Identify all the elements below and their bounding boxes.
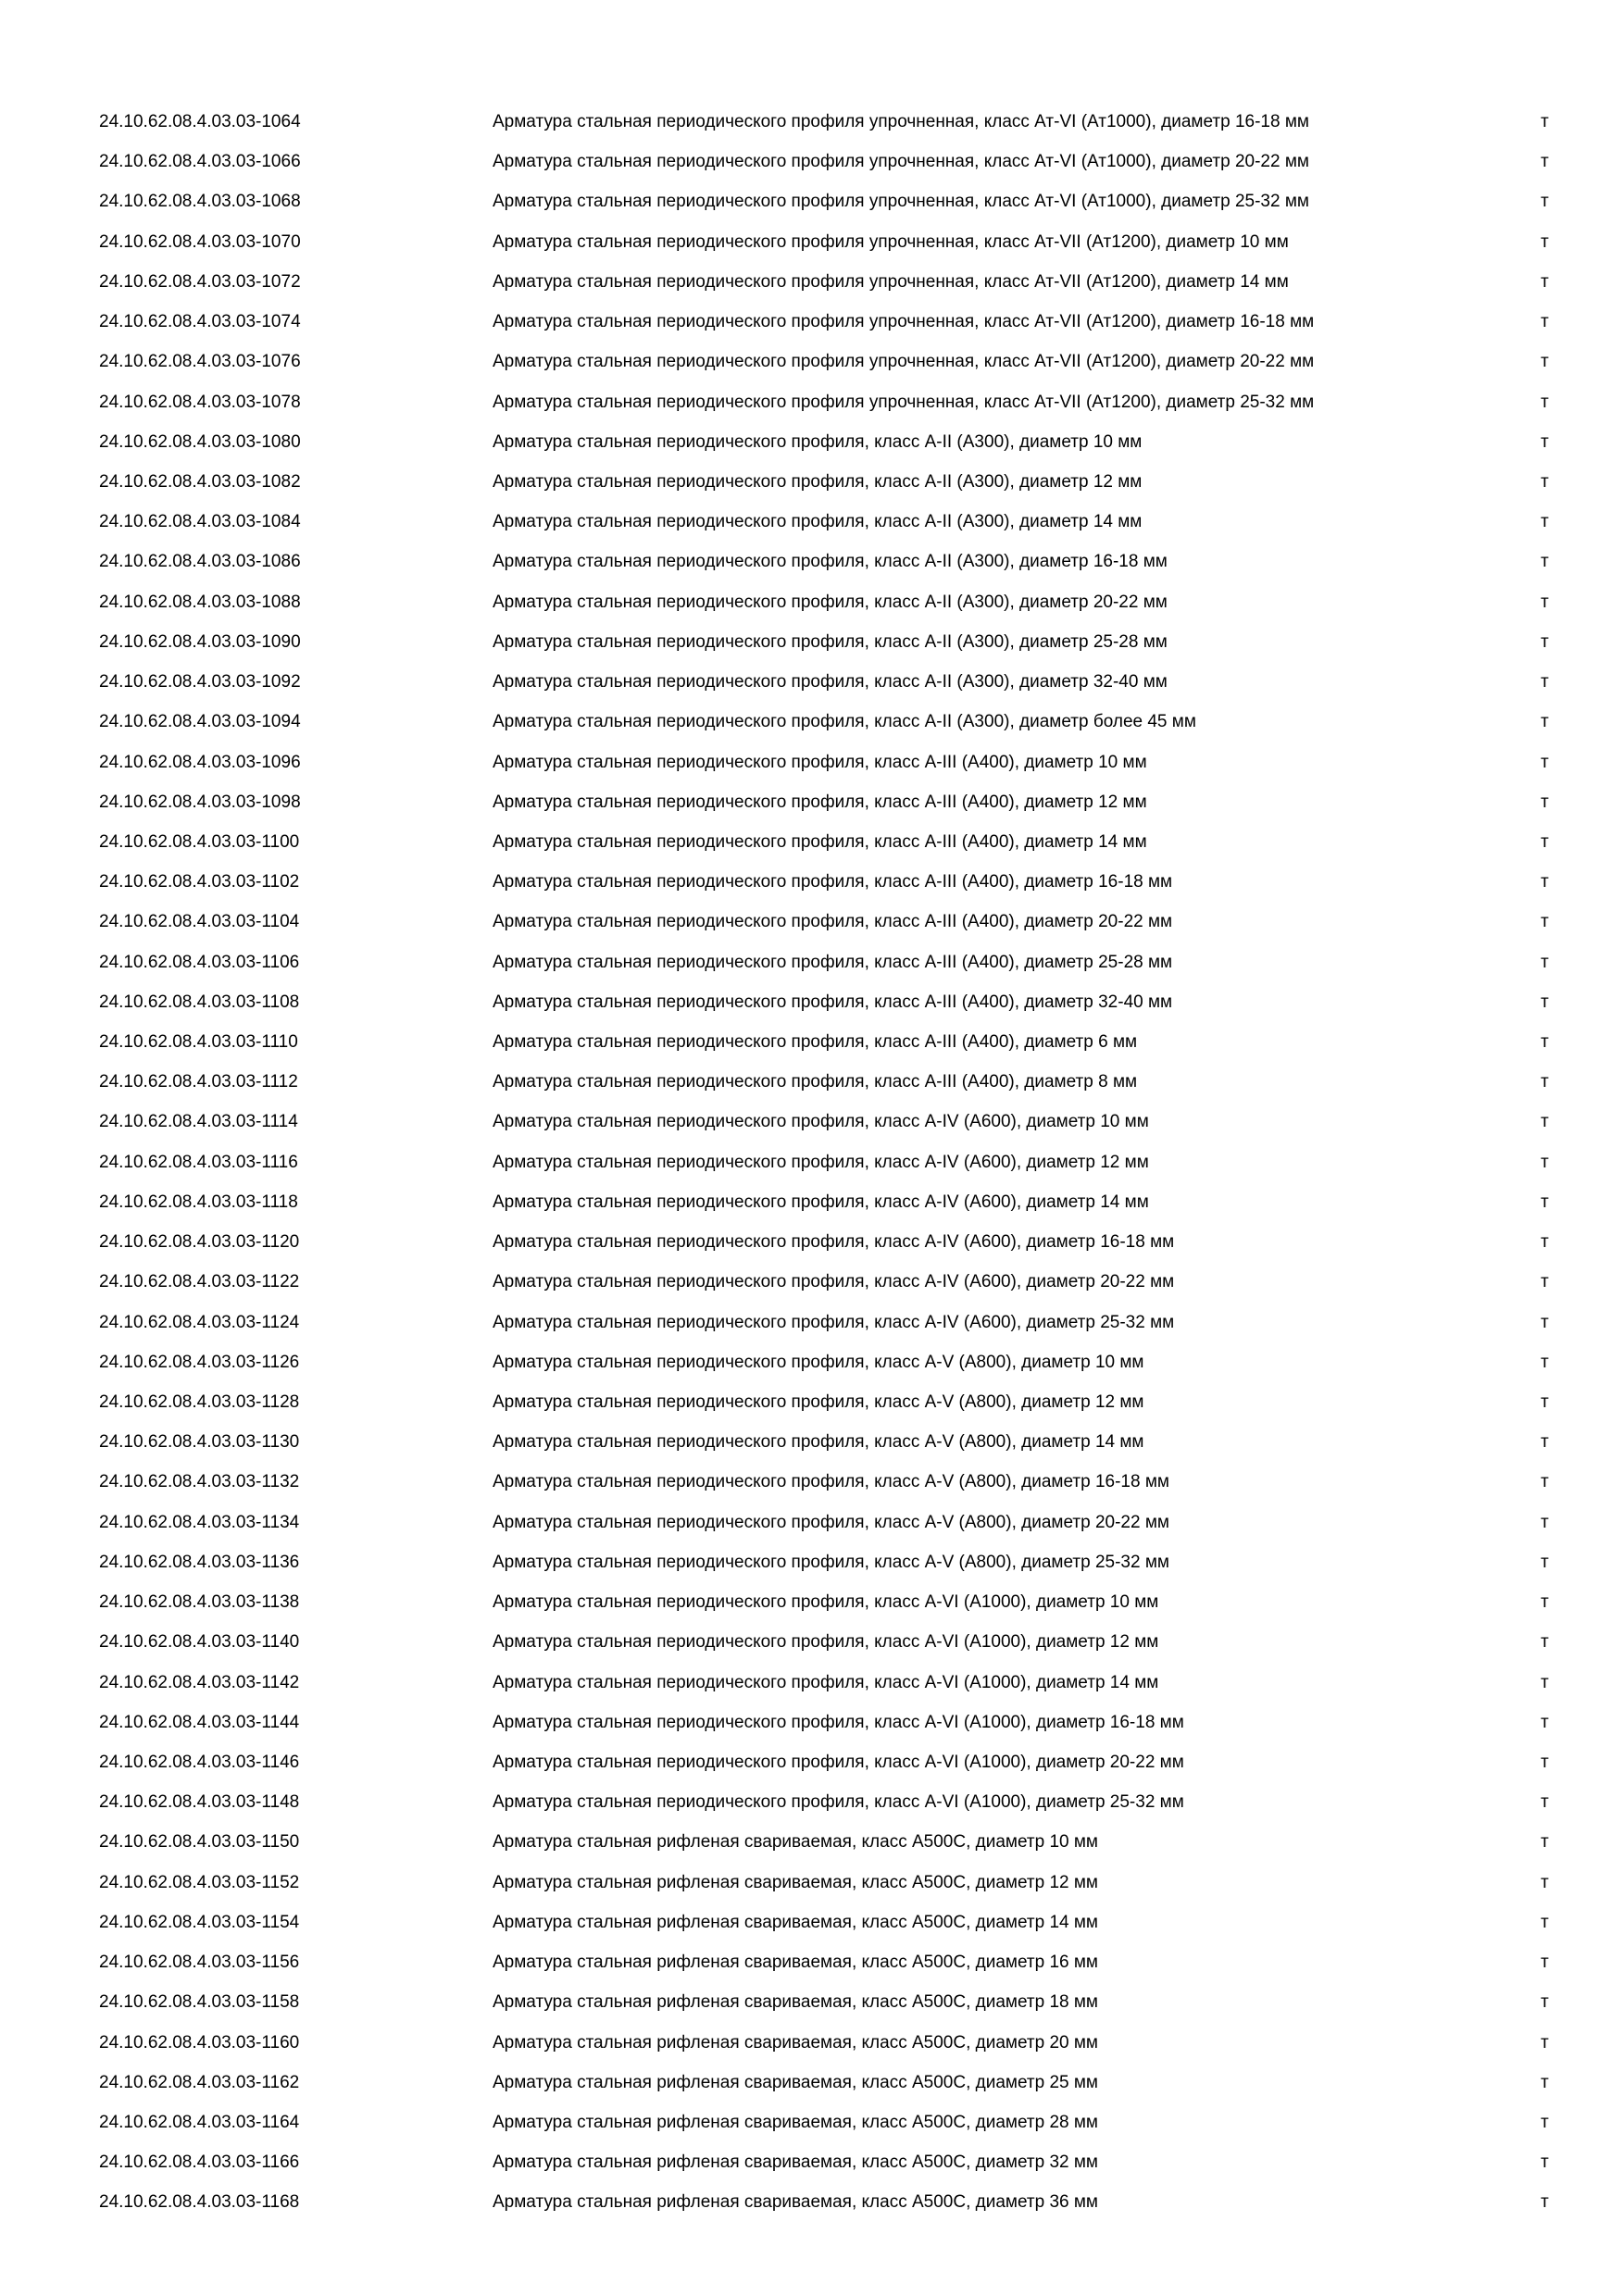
- resource-name: Арматура стальная периодического профиля, класс А-VI (А1000), диаметр 10 мм: [493, 1592, 1159, 1613]
- resource-code: 24.10.62.08.4.03.03-1110: [99, 1032, 298, 1053]
- resource-name: Арматура стальная периодического профиля, класс А-IV (А600), диаметр 12 мм: [493, 1152, 1149, 1172]
- resource-code: 24.10.62.08.4.03.03-1076: [99, 352, 301, 372]
- resource-code: 24.10.62.08.4.03.03-1156: [99, 1953, 300, 1973]
- unit-of-measure: т: [1541, 1872, 1549, 1892]
- table-row: [0, 502, 1624, 542]
- resource-name: Арматура стальная периодического профиля, класс А-V (А800), диаметр 20-22 мм: [493, 1512, 1169, 1532]
- table-row: [0, 1703, 1624, 1742]
- unit-of-measure: т: [1541, 1552, 1549, 1572]
- resource-code: 24.10.62.08.4.03.03-1130: [99, 1432, 300, 1453]
- resource-name: Арматура стальная периодического профиля, класс А-II (А300), диаметр 12 мм: [493, 471, 1143, 492]
- table-row: [0, 1822, 1624, 1862]
- unit-of-measure: т: [1541, 1232, 1549, 1253]
- resource-code: 24.10.62.08.4.03.03-1138: [99, 1592, 300, 1613]
- resource-code: 24.10.62.08.4.03.03-1132: [99, 1472, 300, 1492]
- table-row: [0, 1462, 1624, 1502]
- unit-of-measure: т: [1541, 1792, 1549, 1813]
- table-row: [0, 1782, 1624, 1822]
- resource-name: Арматура стальная периодического профиля, класс А-III (А400), диаметр 10 мм: [493, 752, 1147, 772]
- resource-name: Арматура стальная периодического профиля, класс А-IV (А600), диаметр 25-32 мм: [493, 1312, 1175, 1332]
- resource-code: 24.10.62.08.4.03.03-1080: [99, 431, 301, 452]
- resource-code: 24.10.62.08.4.03.03-1094: [99, 712, 301, 732]
- unit-of-measure: т: [1541, 112, 1549, 131]
- resource-name: Арматура стальная рифленая свариваемая, класс А500С, диаметр 20 мм: [493, 2032, 1098, 2053]
- unit-of-measure: т: [1541, 1072, 1549, 1092]
- resource-name: Арматура стальная периодического профиля упрочненная, класс Ат-VII (Ат1200), диаметр 20-22 мм: [493, 352, 1315, 372]
- table-row: [0, 1982, 1624, 2022]
- unit-of-measure: т: [1541, 872, 1549, 892]
- unit-of-measure: т: [1541, 752, 1549, 772]
- resource-code: 24.10.62.08.4.03.03-1090: [99, 631, 301, 652]
- resource-name: Арматура стальная периодического профиля, класс А-III (А400), диаметр 25-28 мм: [493, 952, 1173, 972]
- table-row: [0, 2182, 1624, 2222]
- resource-code: 24.10.62.08.4.03.03-1102: [99, 872, 300, 892]
- unit-of-measure: т: [1541, 712, 1549, 732]
- unit-of-measure: т: [1541, 552, 1549, 572]
- resource-name: Арматура стальная периодического профиля, класс А-III (А400), диаметр 32-40 мм: [493, 992, 1173, 1012]
- table-row: [0, 942, 1624, 982]
- resource-code: 24.10.62.08.4.03.03-1098: [99, 792, 301, 812]
- unit-of-measure: т: [1541, 1312, 1549, 1332]
- unit-of-measure: т: [1541, 1632, 1549, 1653]
- resource-name: Арматура стальная периодического профиля, класс А-VI (А1000), диаметр 12 мм: [493, 1632, 1159, 1653]
- table-row: [0, 1142, 1624, 1182]
- table-row: [0, 181, 1624, 221]
- unit-of-measure: т: [1541, 1472, 1549, 1492]
- resource-code: 24.10.62.08.4.03.03-1142: [99, 1672, 300, 1692]
- resource-code: 24.10.62.08.4.03.03-1166: [99, 2152, 300, 2173]
- resource-code: 24.10.62.08.4.03.03-1160: [99, 2032, 300, 2053]
- unit-of-measure: т: [1541, 1152, 1549, 1172]
- table-row: [0, 902, 1624, 942]
- table-row: [0, 622, 1624, 662]
- resource-name: Арматура стальная периодического профиля, класс А-III (А400), диаметр 20-22 мм: [493, 912, 1173, 932]
- table-row: [0, 1382, 1624, 1422]
- resource-name: Арматура стальная рифленая свариваемая, класс А500С, диаметр 18 мм: [493, 1992, 1098, 2013]
- unit-of-measure: т: [1541, 672, 1549, 693]
- table-row: [0, 1102, 1624, 1142]
- resource-name: Арматура стальная периодического профиля упрочненная, класс Ат-VII (Ат1200), диаметр 14 мм: [493, 271, 1289, 292]
- resource-code: 24.10.62.08.4.03.03-1084: [99, 512, 301, 532]
- table-row: [0, 1903, 1624, 1942]
- resource-name: Арматура стальная периодического профиля, класс А-VI (А1000), диаметр 14 мм: [493, 1672, 1159, 1692]
- resource-code: 24.10.62.08.4.03.03-1118: [99, 1192, 298, 1212]
- resource-name: Арматура стальная периодического профиля, класс А-II (А300), диаметр 10 мм: [493, 431, 1143, 452]
- resource-code: 24.10.62.08.4.03.03-1108: [99, 992, 300, 1012]
- resource-code: 24.10.62.08.4.03.03-1092: [99, 672, 301, 693]
- resource-name: Арматура стальная периодического профиля, класс А-IV (А600), диаметр 16-18 мм: [493, 1232, 1175, 1253]
- resource-name: Арматура стальная периодического профиля упрочненная, класс Ат-VI (Ат1000), диаметр 20-22 мм: [493, 152, 1309, 172]
- table-row: [0, 782, 1624, 822]
- unit-of-measure: т: [1541, 1712, 1549, 1732]
- unit-of-measure: т: [1541, 792, 1549, 812]
- resource-name: Арматура стальная периодического профиля, класс А-V (А800), диаметр 16-18 мм: [493, 1472, 1169, 1492]
- table-row: [0, 1582, 1624, 1622]
- resource-name: Арматура стальная периодического профиля упрочненная, класс Ат-VI (Ат1000), диаметр 16-18 мм: [493, 112, 1309, 131]
- resource-code: 24.10.62.08.4.03.03-1152: [99, 1872, 300, 1892]
- resource-name: Арматура стальная периодического профиля, класс А-III (А400), диаметр 8 мм: [493, 1072, 1138, 1092]
- resource-name: Арматура стальная периодического профиля упрочненная, класс Ат-VII (Ат1200), диаметр 10 мм: [493, 231, 1289, 252]
- unit-of-measure: т: [1541, 1032, 1549, 1053]
- table-row: [0, 2142, 1624, 2182]
- unit-of-measure: т: [1541, 2192, 1549, 2213]
- unit-of-measure: т: [1541, 392, 1549, 412]
- unit-of-measure: т: [1541, 1512, 1549, 1532]
- resource-code: 24.10.62.08.4.03.03-1120: [99, 1232, 300, 1253]
- table-row: [0, 222, 1624, 262]
- unit-of-measure: т: [1541, 1752, 1549, 1772]
- resource-code: 24.10.62.08.4.03.03-1112: [99, 1072, 298, 1092]
- resource-name: Арматура стальная периодического профиля упрочненная, класс Ат-VII (Ат1200), диаметр 16-18 мм: [493, 312, 1315, 332]
- resource-name: Арматура стальная периодического профиля, класс А-II (А300), диаметр более 45 мм: [493, 712, 1196, 732]
- resource-code: 24.10.62.08.4.03.03-1100: [99, 831, 300, 852]
- unit-of-measure: т: [1541, 1592, 1549, 1613]
- resource-name: Арматура стальная периодического профиля, класс А-V (А800), диаметр 12 мм: [493, 1392, 1144, 1412]
- resource-code: 24.10.62.08.4.03.03-1082: [99, 471, 301, 492]
- resource-name: Арматура стальная рифленая свариваемая, класс А500С, диаметр 25 мм: [493, 2072, 1098, 2092]
- table-row: [0, 1182, 1624, 1222]
- resource-code: 24.10.62.08.4.03.03-1136: [99, 1552, 300, 1572]
- resource-name: Арматура стальная рифленая свариваемая, класс А500С, диаметр 14 мм: [493, 1912, 1098, 1932]
- resource-name: Арматура стальная периодического профиля, класс А-III (А400), диаметр 12 мм: [493, 792, 1147, 812]
- resource-code: 24.10.62.08.4.03.03-1148: [99, 1792, 300, 1813]
- unit-of-measure: т: [1541, 471, 1549, 492]
- unit-of-measure: т: [1541, 152, 1549, 172]
- unit-of-measure: т: [1541, 352, 1549, 372]
- resource-code: 24.10.62.08.4.03.03-1150: [99, 1832, 300, 1853]
- resource-code: 24.10.62.08.4.03.03-1066: [99, 152, 301, 172]
- table-row: [0, 1942, 1624, 1982]
- table-row: [0, 142, 1624, 181]
- resource-code: 24.10.62.08.4.03.03-1162: [99, 2072, 300, 2092]
- unit-of-measure: т: [1541, 1992, 1549, 2013]
- resource-name: Арматура стальная периодического профиля, класс А-III (А400), диаметр 14 мм: [493, 831, 1147, 852]
- resource-name: Арматура стальная периодического профиля упрочненная, класс Ат-VII (Ат1200), диаметр 25-32 мм: [493, 392, 1315, 412]
- unit-of-measure: т: [1541, 631, 1549, 652]
- table-row: [0, 302, 1624, 342]
- table-row: [0, 982, 1624, 1022]
- unit-of-measure: т: [1541, 512, 1549, 532]
- resource-name: Арматура стальная периодического профиля, класс А-V (А800), диаметр 25-32 мм: [493, 1552, 1169, 1572]
- resource-code: 24.10.62.08.4.03.03-1064: [99, 112, 301, 131]
- table-row: [0, 2023, 1624, 2063]
- resource-name: Арматура стальная периодического профиля, класс А-V (А800), диаметр 14 мм: [493, 1432, 1144, 1453]
- resource-code: 24.10.62.08.4.03.03-1116: [99, 1152, 298, 1172]
- unit-of-measure: т: [1541, 1953, 1549, 1973]
- table-row: [0, 662, 1624, 702]
- resource-code: 24.10.62.08.4.03.03-1146: [99, 1752, 300, 1772]
- resource-code: 24.10.62.08.4.03.03-1128: [99, 1392, 300, 1412]
- resource-code: 24.10.62.08.4.03.03-1072: [99, 271, 301, 292]
- resource-code: 24.10.62.08.4.03.03-1134: [99, 1512, 300, 1532]
- resource-name: Арматура стальная рифленая свариваемая, класс А500С, диаметр 10 мм: [493, 1832, 1098, 1853]
- table-row: [0, 862, 1624, 902]
- resource-code: 24.10.62.08.4.03.03-1164: [99, 2112, 300, 2132]
- resource-name: Арматура стальная периодического профиля, класс А-VI (А1000), диаметр 25-32 мм: [493, 1792, 1184, 1813]
- resource-name: Арматура стальная периодического профиля, класс А-II (А300), диаметр 14 мм: [493, 512, 1143, 532]
- table-row: [0, 102, 1624, 142]
- table-row: [0, 1663, 1624, 1703]
- table-row: [0, 2063, 1624, 2103]
- unit-of-measure: т: [1541, 271, 1549, 292]
- unit-of-measure: т: [1541, 1672, 1549, 1692]
- resource-code: 24.10.62.08.4.03.03-1078: [99, 392, 301, 412]
- table-row: [0, 1863, 1624, 1903]
- resource-code: 24.10.62.08.4.03.03-1086: [99, 552, 301, 572]
- unit-of-measure: т: [1541, 1352, 1549, 1372]
- resource-name: Арматура стальная периодического профиля, класс А-II (А300), диаметр 25-28 мм: [493, 631, 1168, 652]
- unit-of-measure: т: [1541, 1192, 1549, 1212]
- resource-name: Арматура стальная рифленая свариваемая, класс А500С, диаметр 16 мм: [493, 1953, 1098, 1973]
- resource-code: 24.10.62.08.4.03.03-1158: [99, 1992, 300, 2013]
- unit-of-measure: т: [1541, 1272, 1549, 1292]
- unit-of-measure: т: [1541, 952, 1549, 972]
- resource-name: Арматура стальная периодического профиля, класс А-IV (А600), диаметр 10 мм: [493, 1112, 1149, 1132]
- resource-code: 24.10.62.08.4.03.03-1074: [99, 312, 301, 332]
- resource-name: Арматура стальная периодического профиля, класс А-III (А400), диаметр 16-18 мм: [493, 872, 1173, 892]
- unit-of-measure: т: [1541, 1112, 1549, 1132]
- unit-of-measure: т: [1541, 192, 1549, 212]
- resource-name: Арматура стальная рифленая свариваемая, класс А500С, диаметр 32 мм: [493, 2152, 1098, 2173]
- resource-code: 24.10.62.08.4.03.03-1122: [99, 1272, 300, 1292]
- unit-of-measure: т: [1541, 2112, 1549, 2132]
- table-row: [0, 742, 1624, 782]
- table-row: [0, 2103, 1624, 2142]
- price-table: [0, 102, 1624, 2223]
- table-row: [0, 462, 1624, 502]
- resource-name: Арматура стальная периодического профиля, класс А-II (А300), диаметр 32-40 мм: [493, 672, 1168, 693]
- unit-of-measure: т: [1541, 912, 1549, 932]
- unit-of-measure: т: [1541, 992, 1549, 1012]
- resource-code: 24.10.62.08.4.03.03-1140: [99, 1632, 300, 1653]
- unit-of-measure: т: [1541, 2032, 1549, 2053]
- table-row: [0, 1062, 1624, 1102]
- resource-code: 24.10.62.08.4.03.03-1124: [99, 1312, 300, 1332]
- table-row: [0, 1303, 1624, 1342]
- resource-code: 24.10.62.08.4.03.03-1104: [99, 912, 300, 932]
- table-row: [0, 1422, 1624, 1462]
- resource-name: Арматура стальная периодического профиля, класс А-IV (А600), диаметр 14 мм: [493, 1192, 1149, 1212]
- unit-of-measure: т: [1541, 312, 1549, 332]
- unit-of-measure: т: [1541, 431, 1549, 452]
- unit-of-measure: т: [1541, 1912, 1549, 1932]
- unit-of-measure: т: [1541, 1832, 1549, 1853]
- table-row: [0, 262, 1624, 302]
- unit-of-measure: т: [1541, 2152, 1549, 2173]
- unit-of-measure: т: [1541, 2072, 1549, 2092]
- table-row: [0, 1503, 1624, 1542]
- resource-name: Арматура стальная рифленая свариваемая, класс А500С, диаметр 12 мм: [493, 1872, 1098, 1892]
- resource-code: 24.10.62.08.4.03.03-1144: [99, 1712, 300, 1732]
- resource-name: Арматура стальная рифленая свариваемая, класс А500С, диаметр 28 мм: [493, 2112, 1098, 2132]
- resource-code: 24.10.62.08.4.03.03-1096: [99, 752, 301, 772]
- table-row: [0, 382, 1624, 422]
- table-row: [0, 1742, 1624, 1782]
- table-row: [0, 1022, 1624, 1062]
- resource-code: 24.10.62.08.4.03.03-1168: [99, 2192, 300, 2213]
- resource-name: Арматура стальная периодического профиля, класс А-VI (А1000), диаметр 16-18 мм: [493, 1712, 1184, 1732]
- table-row: [0, 1262, 1624, 1302]
- unit-of-measure: т: [1541, 1432, 1549, 1453]
- resource-name: Арматура стальная периодического профиля, класс А-II (А300), диаметр 16-18 мм: [493, 552, 1168, 572]
- table-row: [0, 822, 1624, 862]
- resource-name: Арматура стальная рифленая свариваемая, класс А500С, диаметр 36 мм: [493, 2192, 1098, 2213]
- resource-name: Арматура стальная периодического профиля, класс А-IV (А600), диаметр 20-22 мм: [493, 1272, 1175, 1292]
- resource-name: Арматура стальная периодического профиля упрочненная, класс Ат-VI (Ат1000), диаметр 25-32 мм: [493, 192, 1309, 212]
- resource-code: 24.10.62.08.4.03.03-1154: [99, 1912, 300, 1932]
- unit-of-measure: т: [1541, 831, 1549, 852]
- table-row: [0, 702, 1624, 742]
- unit-of-measure: т: [1541, 1392, 1549, 1412]
- table-row: [0, 1342, 1624, 1382]
- table-row: [0, 422, 1624, 462]
- table-row: [0, 582, 1624, 622]
- resource-name: Арматура стальная периодического профиля, класс А-III (А400), диаметр 6 мм: [493, 1032, 1138, 1053]
- resource-name: Арматура стальная периодического профиля, класс А-VI (А1000), диаметр 20-22 мм: [493, 1752, 1184, 1772]
- table-row: [0, 1222, 1624, 1262]
- resource-name: Арматура стальная периодического профиля, класс А-II (А300), диаметр 20-22 мм: [493, 592, 1168, 612]
- resource-code: 24.10.62.08.4.03.03-1106: [99, 952, 300, 972]
- table-row: [0, 342, 1624, 381]
- resource-code: 24.10.62.08.4.03.03-1068: [99, 192, 301, 212]
- resource-name: Арматура стальная периодического профиля, класс А-V (А800), диаметр 10 мм: [493, 1352, 1144, 1372]
- unit-of-measure: т: [1541, 231, 1549, 252]
- resource-code: 24.10.62.08.4.03.03-1070: [99, 231, 301, 252]
- resource-code: 24.10.62.08.4.03.03-1114: [99, 1112, 298, 1132]
- table-row: [0, 1542, 1624, 1582]
- table-row: [0, 542, 1624, 581]
- table-row: [0, 1622, 1624, 1662]
- unit-of-measure: т: [1541, 592, 1549, 612]
- resource-code: 24.10.62.08.4.03.03-1088: [99, 592, 301, 612]
- resource-code: 24.10.62.08.4.03.03-1126: [99, 1352, 300, 1372]
